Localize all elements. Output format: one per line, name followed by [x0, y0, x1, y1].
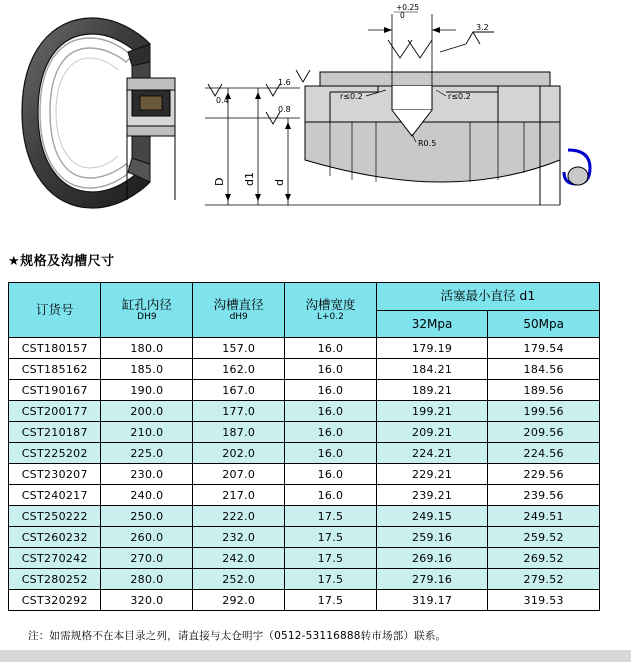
header-piston-min-diameter — [376, 283, 599, 311]
cell-piston-50mpa: 279.52 — [488, 569, 600, 590]
header-groove-width-text: 沟槽宽度 — [305, 297, 356, 313]
cell-bore-diameter: 270.0 — [101, 548, 193, 569]
cell-piston-32mpa: 279.16 — [376, 569, 488, 590]
cell-groove-diameter: 167.0 — [193, 380, 285, 401]
header-pressure-32mpa: 32Mpa — [376, 310, 488, 338]
cell-order-code: CST190167 — [9, 380, 101, 401]
cell-piston-50mpa: 319.53 — [488, 590, 600, 611]
section-title: ★规格及沟槽尺寸 — [8, 254, 115, 269]
cell-order-code: CST210187 — [9, 422, 101, 443]
cell-piston-32mpa: 224.21 — [376, 443, 488, 464]
cell-order-code: CST280252 — [9, 569, 101, 590]
cell-bore-diameter: 260.0 — [101, 527, 193, 548]
spec-table — [8, 282, 600, 611]
cell-groove-diameter: 177.0 — [193, 401, 285, 422]
table-row — [9, 422, 600, 443]
spec-table-head — [9, 283, 600, 338]
cell-order-code: CST260232 — [9, 527, 101, 548]
header-bore-diameter — [101, 283, 193, 338]
cell-piston-32mpa: 179.19 — [376, 338, 488, 359]
cell-groove-diameter: 232.0 — [193, 527, 285, 548]
cell-bore-diameter: 200.0 — [101, 401, 193, 422]
cell-piston-50mpa: 259.52 — [488, 527, 600, 548]
label-chamfer-0-8: 0.8 — [278, 105, 291, 114]
header-groove-width-sub: L+0.2 — [317, 311, 344, 322]
table-row — [9, 338, 600, 359]
cell-groove-diameter: 157.0 — [193, 338, 285, 359]
table-row — [9, 569, 600, 590]
cell-groove-diameter: 207.0 — [193, 464, 285, 485]
header-groove-width — [285, 283, 377, 338]
table-row — [9, 464, 600, 485]
cell-groove-diameter: 252.0 — [193, 569, 285, 590]
label-chamfer-1-6: 1.6 — [278, 78, 291, 87]
cell-piston-50mpa: 179.54 — [488, 338, 600, 359]
cell-order-code: CST270242 — [9, 548, 101, 569]
label-radius-bottom: R0.5 — [418, 139, 437, 148]
dim-label-D: D — [213, 177, 226, 186]
cell-groove-width: 17.5 — [285, 506, 377, 527]
cell-groove-diameter: 242.0 — [193, 548, 285, 569]
cell-piston-50mpa: 269.52 — [488, 548, 600, 569]
cell-bore-diameter: 225.0 — [101, 443, 193, 464]
table-row — [9, 485, 600, 506]
cell-bore-diameter: 240.0 — [101, 485, 193, 506]
cell-bore-diameter: 190.0 — [101, 380, 193, 401]
cell-bore-diameter: 230.0 — [101, 464, 193, 485]
cell-groove-width: 16.0 — [285, 464, 377, 485]
cell-piston-50mpa: 229.56 — [488, 464, 600, 485]
cell-order-code: CST180157 — [9, 338, 101, 359]
header-bore-diameter-sub: DH9 — [137, 311, 157, 322]
cell-order-code: CST320292 — [9, 590, 101, 611]
cell-order-code: CST230207 — [9, 464, 101, 485]
cell-piston-32mpa: 229.21 — [376, 464, 488, 485]
cell-bore-diameter: 180.0 — [101, 338, 193, 359]
cell-groove-diameter: 292.0 — [193, 590, 285, 611]
header-piston-min-diameter-text: 活塞最小直径 d1 — [440, 288, 536, 304]
table-row — [9, 380, 600, 401]
label-tolerance-minus: 0 — [400, 11, 405, 20]
label-chamfer-0-4: 0.4 — [216, 96, 229, 105]
cell-order-code: CST240217 — [9, 485, 101, 506]
cell-groove-width: 17.5 — [285, 548, 377, 569]
cell-groove-width: 17.5 — [285, 527, 377, 548]
cell-piston-50mpa: 209.56 — [488, 422, 600, 443]
cell-order-code: CST225202 — [9, 443, 101, 464]
label-tolerance-plus: +0.25 — [396, 3, 419, 12]
cell-piston-50mpa: 239.56 — [488, 485, 600, 506]
cell-groove-width: 16.0 — [285, 380, 377, 401]
header-row-1 — [9, 283, 600, 311]
cell-order-code: CST250222 — [9, 506, 101, 527]
spec-table-body — [9, 338, 600, 611]
cell-piston-50mpa: 184.56 — [488, 359, 600, 380]
cell-order-code: CST200177 — [9, 401, 101, 422]
cell-piston-50mpa: 224.56 — [488, 443, 600, 464]
cell-bore-diameter: 280.0 — [101, 569, 193, 590]
table-row — [9, 506, 600, 527]
table-row — [9, 548, 600, 569]
cell-piston-32mpa: 249.15 — [376, 506, 488, 527]
cell-piston-32mpa: 199.21 — [376, 401, 488, 422]
roughness-mark-3-2 — [440, 32, 494, 52]
cell-piston-32mpa: 209.21 — [376, 422, 488, 443]
cell-piston-50mpa: 189.56 — [488, 380, 600, 401]
footer-note: 注：如需规格不在本目录之列，请直接与太仓明宇（0512-53116888转市场部）联系。 — [28, 630, 447, 642]
cell-groove-width: 17.5 — [285, 590, 377, 611]
header-order-code — [9, 283, 101, 338]
header-pressure-50mpa: 50Mpa — [488, 310, 600, 338]
cell-bore-diameter: 185.0 — [101, 359, 193, 380]
cell-bore-diameter: 320.0 — [101, 590, 193, 611]
label-radius-left: r≤0.2 — [340, 92, 363, 101]
technical-drawing — [0, 0, 631, 245]
header-order-code-text: 订货号 — [35, 302, 74, 318]
cell-piston-32mpa: 259.16 — [376, 527, 488, 548]
cell-piston-32mpa: 269.16 — [376, 548, 488, 569]
cell-groove-width: 17.5 — [285, 569, 377, 590]
table-row — [9, 401, 600, 422]
table-row — [9, 527, 600, 548]
spec-table-wrapper — [8, 282, 600, 611]
header-groove-diameter-sub: dH9 — [229, 311, 248, 322]
cell-groove-diameter: 202.0 — [193, 443, 285, 464]
cell-piston-32mpa: 319.17 — [376, 590, 488, 611]
dim-label-d1: d1 — [243, 172, 256, 186]
cell-piston-32mpa: 239.21 — [376, 485, 488, 506]
label-radius-right: r≤0.2 — [448, 92, 471, 101]
cell-piston-32mpa: 189.21 — [376, 380, 488, 401]
bottom-bar — [0, 650, 631, 662]
cell-groove-width: 16.0 — [285, 443, 377, 464]
cell-groove-diameter: 187.0 — [193, 422, 285, 443]
cell-groove-diameter: 162.0 — [193, 359, 285, 380]
header-groove-diameter-text: 沟槽直径 — [213, 297, 264, 313]
cell-groove-width: 16.0 — [285, 485, 377, 506]
cell-bore-diameter: 210.0 — [101, 422, 193, 443]
cell-piston-50mpa: 249.51 — [488, 506, 600, 527]
header-bore-diameter-text: 缸孔内径 — [121, 297, 172, 313]
cell-groove-width: 16.0 — [285, 338, 377, 359]
cell-groove-width: 16.0 — [285, 359, 377, 380]
table-row — [9, 359, 600, 380]
cell-groove-width: 16.0 — [285, 401, 377, 422]
drawing-svg — [0, 0, 631, 245]
cell-groove-diameter: 217.0 — [193, 485, 285, 506]
table-row — [9, 590, 600, 611]
table-row — [9, 443, 600, 464]
cell-groove-diameter: 222.0 — [193, 506, 285, 527]
header-groove-diameter — [193, 283, 285, 338]
cell-bore-diameter: 250.0 — [101, 506, 193, 527]
cell-piston-32mpa: 184.21 — [376, 359, 488, 380]
cell-groove-width: 16.0 — [285, 422, 377, 443]
label-roughness-3-2: 3.2 — [476, 23, 489, 32]
cell-piston-50mpa: 199.56 — [488, 401, 600, 422]
cell-order-code: CST185162 — [9, 359, 101, 380]
dim-label-d: d — [273, 179, 286, 186]
